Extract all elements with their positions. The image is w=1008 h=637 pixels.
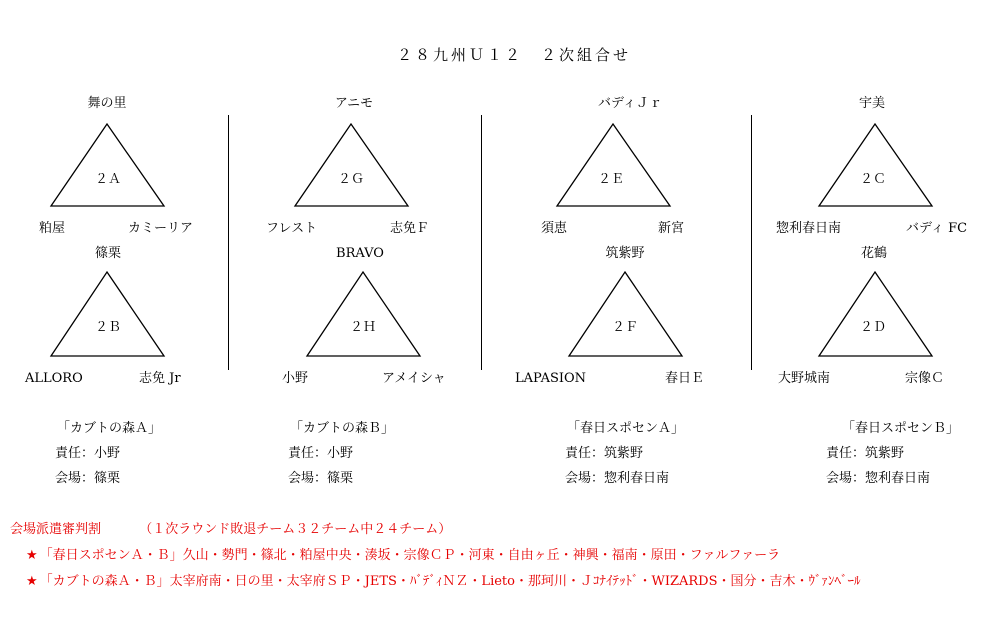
notes-line bbox=[10, 569, 861, 595]
venue-site: 会場：篠栗 bbox=[288, 471, 354, 486]
star-icon: ★ bbox=[26, 548, 38, 563]
venue-title: 「カブトの森Ａ」 bbox=[57, 421, 162, 436]
host-team: 舞の里 bbox=[87, 96, 127, 111]
host-team: 花鶴 bbox=[860, 246, 888, 261]
star-icon: ★ bbox=[26, 574, 38, 589]
team-left: 大野城南 bbox=[778, 371, 831, 386]
group-code: ２Ｈ bbox=[349, 320, 377, 335]
referee-notes bbox=[10, 517, 861, 595]
group-triangle bbox=[50, 271, 165, 357]
group-triangle bbox=[568, 271, 683, 357]
venue-responsible: 責任：筑紫野 bbox=[826, 446, 905, 461]
venue-block bbox=[288, 416, 394, 491]
group-triangle bbox=[306, 271, 421, 357]
venue-site: 会場：惣利春日南 bbox=[565, 471, 670, 486]
group-code: ２Ｆ bbox=[611, 320, 639, 335]
venue-site: 会場：惣利春日南 bbox=[826, 471, 931, 486]
venue-responsible: 責任：筑紫野 bbox=[565, 446, 644, 461]
notes-heading-row bbox=[10, 517, 861, 543]
venue-title: 「カブトの森Ｂ」 bbox=[290, 421, 395, 436]
host-team: 筑紫野 bbox=[605, 246, 645, 261]
venue-block bbox=[565, 416, 684, 491]
team-left: フレスト bbox=[266, 221, 318, 236]
notes-line-text: 「春日スポセンＡ・Ｂ」久山・勢門・篠北・粕屋中央・湊坂・宗像ＣＰ・河東・自由ヶ丘・神興・福南・原田・ファルファーラ bbox=[39, 548, 781, 563]
column-divider bbox=[751, 115, 752, 370]
team-right: バディ FC bbox=[906, 221, 968, 236]
host-team: アニモ bbox=[334, 96, 374, 111]
venue-site: 会場：篠栗 bbox=[55, 471, 121, 486]
venue-title: 「春日スポセンＡ」 bbox=[567, 421, 685, 436]
group-triangle bbox=[294, 123, 409, 207]
team-right: 春日Ｅ bbox=[665, 371, 705, 386]
group-code: ２Ａ bbox=[94, 172, 122, 187]
venue-responsible: 責任：小野 bbox=[55, 446, 121, 461]
group-code: ２Ｇ bbox=[337, 172, 365, 187]
team-right: 宗像Ｃ bbox=[905, 371, 945, 386]
venue-block bbox=[826, 416, 959, 491]
notes-line-text: 「カブトの森Ａ・Ｂ」太宰府南・日の里・太宰府ＳＰ・JETS・ﾊﾞﾃﾞｨＮＺ・Lieto・那珂川・Ｊｺﾅｲﾃｯﾄﾞ・WIZARDS・国分・吉木・ｳﾞｧﾝﾍﾞｰﾙ bbox=[39, 574, 861, 589]
venue-responsible: 責任：小野 bbox=[288, 446, 354, 461]
host-team: バディＪｒ bbox=[598, 96, 662, 111]
page-title: ２８九州Ｕ１２ ２次組合せ bbox=[396, 46, 631, 64]
column-divider bbox=[228, 115, 229, 370]
notes-heading: 会場派遣審判割 bbox=[10, 522, 102, 537]
notes-heading-sub: （１次ラウンド敗退チーム３２チーム中２４チーム） bbox=[139, 522, 452, 537]
team-left: 須恵 bbox=[541, 221, 568, 236]
host-team: 篠栗 bbox=[94, 246, 122, 261]
team-right: アメイシャ bbox=[382, 371, 446, 386]
team-left: LAPASION bbox=[515, 371, 587, 386]
team-right: 志免 Jr bbox=[139, 371, 181, 386]
team-left: 小野 bbox=[282, 371, 309, 386]
group-triangle bbox=[818, 271, 933, 357]
venue-title: 「春日スポセンＢ」 bbox=[842, 421, 960, 436]
column-divider bbox=[481, 115, 482, 370]
venue-block bbox=[55, 416, 161, 491]
team-left: ALLORO bbox=[25, 371, 83, 386]
host-team: 宇美 bbox=[858, 96, 886, 111]
team-right: 志免Ｆ bbox=[390, 221, 430, 236]
group-code: ２Ｂ bbox=[94, 320, 122, 335]
host-team: BRAVO bbox=[336, 246, 384, 261]
team-right: 新宮 bbox=[658, 221, 685, 236]
group-triangle bbox=[50, 123, 165, 207]
notes-line bbox=[10, 543, 861, 569]
group-code: ２Ｅ bbox=[597, 172, 625, 187]
team-left: 粕屋 bbox=[39, 221, 66, 236]
team-left: 惣利春日南 bbox=[776, 221, 842, 236]
group-triangle bbox=[818, 123, 933, 207]
group-triangle bbox=[556, 123, 671, 207]
group-code: ２Ｄ bbox=[859, 320, 887, 335]
group-code: ２Ｃ bbox=[859, 172, 887, 187]
team-right: カミーリア bbox=[128, 221, 194, 236]
